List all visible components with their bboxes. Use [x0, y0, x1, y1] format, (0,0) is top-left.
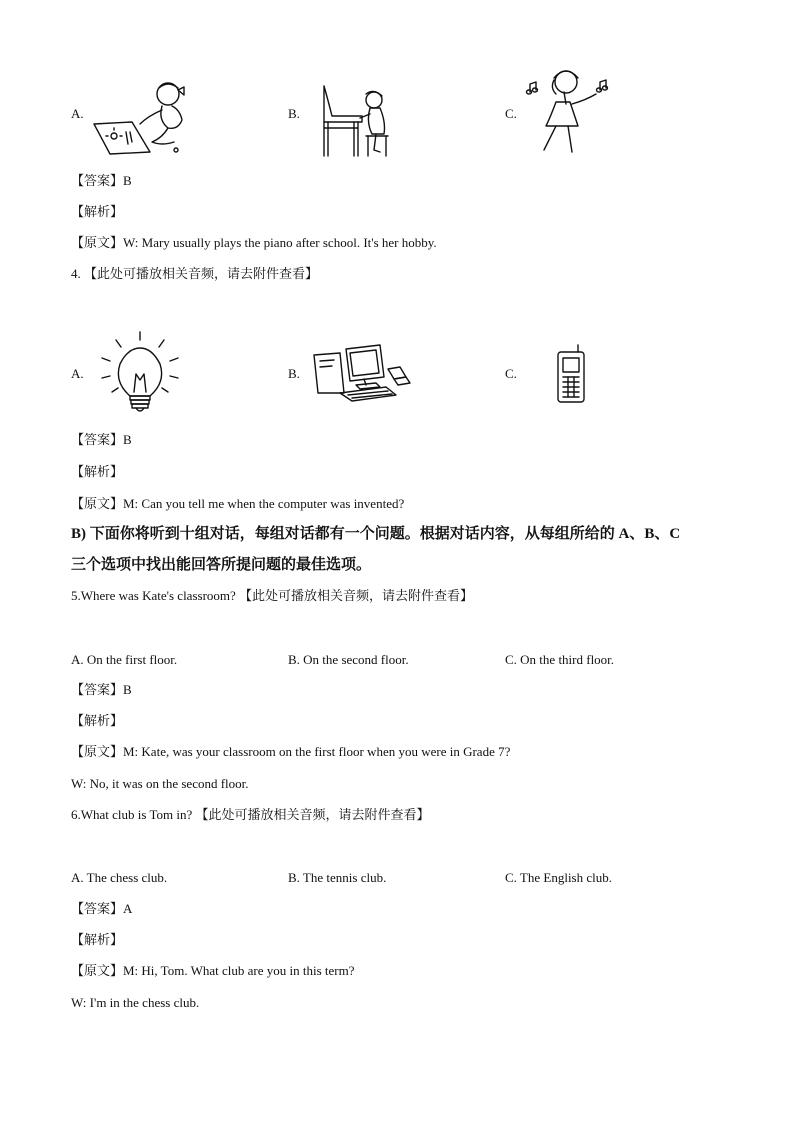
q3-option-b-label: B. — [288, 106, 300, 121]
q6-transcript-line2: W: I'm in the chess club. — [71, 995, 200, 1010]
mobile-phone-icon — [556, 344, 588, 404]
q6-answer: 【答案】A — [71, 901, 133, 916]
q4-answer: 【答案】B — [71, 432, 132, 447]
q6-stem: 6.What club is Tom in? 【此处可播放相关音频，请去附件查看】 — [71, 807, 430, 822]
q6-option-b: B. The tennis club. — [288, 870, 387, 885]
q5-stem: 5.Where was Kate's classroom? 【此处可播放相关音频，请去附件查看】 — [71, 588, 474, 603]
q5-answer: 【答案】B — [71, 682, 132, 697]
section-b-instruction-line2: 三个选项中找出能回答所提问题的最佳选项。 — [71, 557, 372, 573]
girl-playing-piano-icon — [318, 82, 393, 160]
girl-singing-icon — [526, 66, 614, 156]
q5-option-c: C. On the third floor. — [505, 652, 615, 667]
q3-analysis: 【解析】 — [71, 204, 124, 219]
q6-option-a: A. The chess club. — [71, 870, 168, 885]
q5-transcript-line1: 【原文】M: Kate, was your classroom on the first floor when you were in Grade 7? — [71, 744, 511, 759]
q5-transcript-line2: W: No, it was on the second floor. — [71, 776, 249, 791]
light-bulb-icon — [98, 330, 182, 416]
q4-stem: 4. 【此处可播放相关音频，请去附件查看】 — [71, 266, 319, 281]
q4-option-a-label: A. — [71, 366, 84, 381]
q6-transcript-line1: 【原文】M: Hi, Tom. What club are you in this term? — [71, 963, 355, 978]
q6-analysis: 【解析】 — [71, 932, 124, 947]
q5-option-b: B. On the second floor. — [288, 652, 409, 667]
q3-option-c-label: C. — [505, 106, 517, 121]
q4-option-b-label: B. — [288, 366, 300, 381]
q3-transcript: 【原文】W: Mary usually plays the piano after school. It's her hobby. — [71, 235, 437, 250]
computer-icon — [312, 343, 414, 401]
q4-transcript: 【原文】M: Can you tell me when the computer was invented? — [71, 496, 405, 511]
q3-answer: 【答案】B — [71, 173, 132, 188]
section-b-instruction-line1: B) 下面你将听到十组对话，每组对话都有一个问题。根据对话内容，从每组所给的 A、B、C — [71, 526, 681, 542]
q4-option-c-label: C. — [505, 366, 517, 381]
q4-analysis: 【解析】 — [71, 464, 124, 479]
q3-option-a-label: A. — [71, 106, 84, 121]
q5-analysis: 【解析】 — [71, 713, 124, 728]
q5-option-a: A. On the first floor. — [71, 652, 178, 667]
girl-drawing-icon — [92, 80, 192, 160]
q6-option-c: C. The English club. — [505, 870, 613, 885]
